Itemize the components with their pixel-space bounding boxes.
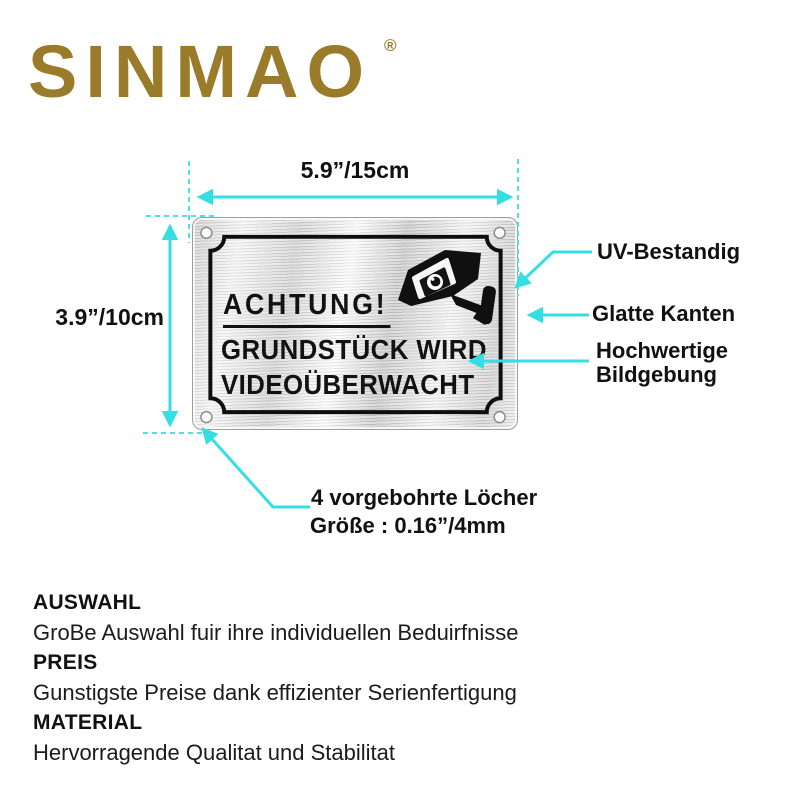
feature-list [33, 588, 593, 768]
brand-logo: SINMAO [28, 30, 372, 113]
feature-title-preis: PREIS [33, 651, 98, 674]
sign-text-line1: GRUNDSTÜCK WIRD [221, 334, 487, 365]
registered-trademark-icon: ® [384, 36, 397, 55]
smooth-edges-label: Glatte Kanten [592, 301, 736, 326]
warning-sign-plate [192, 217, 518, 430]
height-dimension-label: 3.9”/10cm [55, 304, 164, 330]
hole-top-right [494, 227, 505, 238]
uv-resistant-label: UV-Bestandig [597, 239, 741, 264]
hole-size-label: Größe : 0.16”/4mm [310, 513, 506, 538]
high-quality-imaging-label [596, 339, 728, 387]
predrilled-holes-label: 4 vorgebohrte Löcher [311, 485, 538, 510]
width-dimension-label: 5.9”/15cm [300, 157, 410, 183]
feature-text-auswahl: GroBe Auswahl fuir ihre individuellen Beduirfnisse [33, 620, 519, 645]
uv-callout-arrow [516, 252, 592, 287]
feature-title-material: MATERIAL [33, 711, 143, 734]
cctv-camera-icon [393, 240, 505, 326]
sign-heading: ACHTUNG! [223, 289, 390, 328]
sign-text-line2: VIDEOÜBERWACHT [221, 369, 475, 400]
hole-bottom-left [201, 412, 212, 423]
feature-text-material: Hervorragende Qualitat und Stabilitat [33, 740, 395, 765]
hole-bottom-right [494, 412, 505, 423]
feature-text-preis: Gunstigste Preise dank effizienter Serienfertigung [33, 680, 517, 705]
hole-top-left [201, 227, 212, 238]
holes-callout-arrow [203, 429, 310, 507]
imaging-label-line1: Hochwertige [596, 338, 729, 363]
imaging-label-line2: Bildgebung [596, 362, 717, 387]
feature-title-auswahl: AUSWAHL [33, 591, 142, 614]
